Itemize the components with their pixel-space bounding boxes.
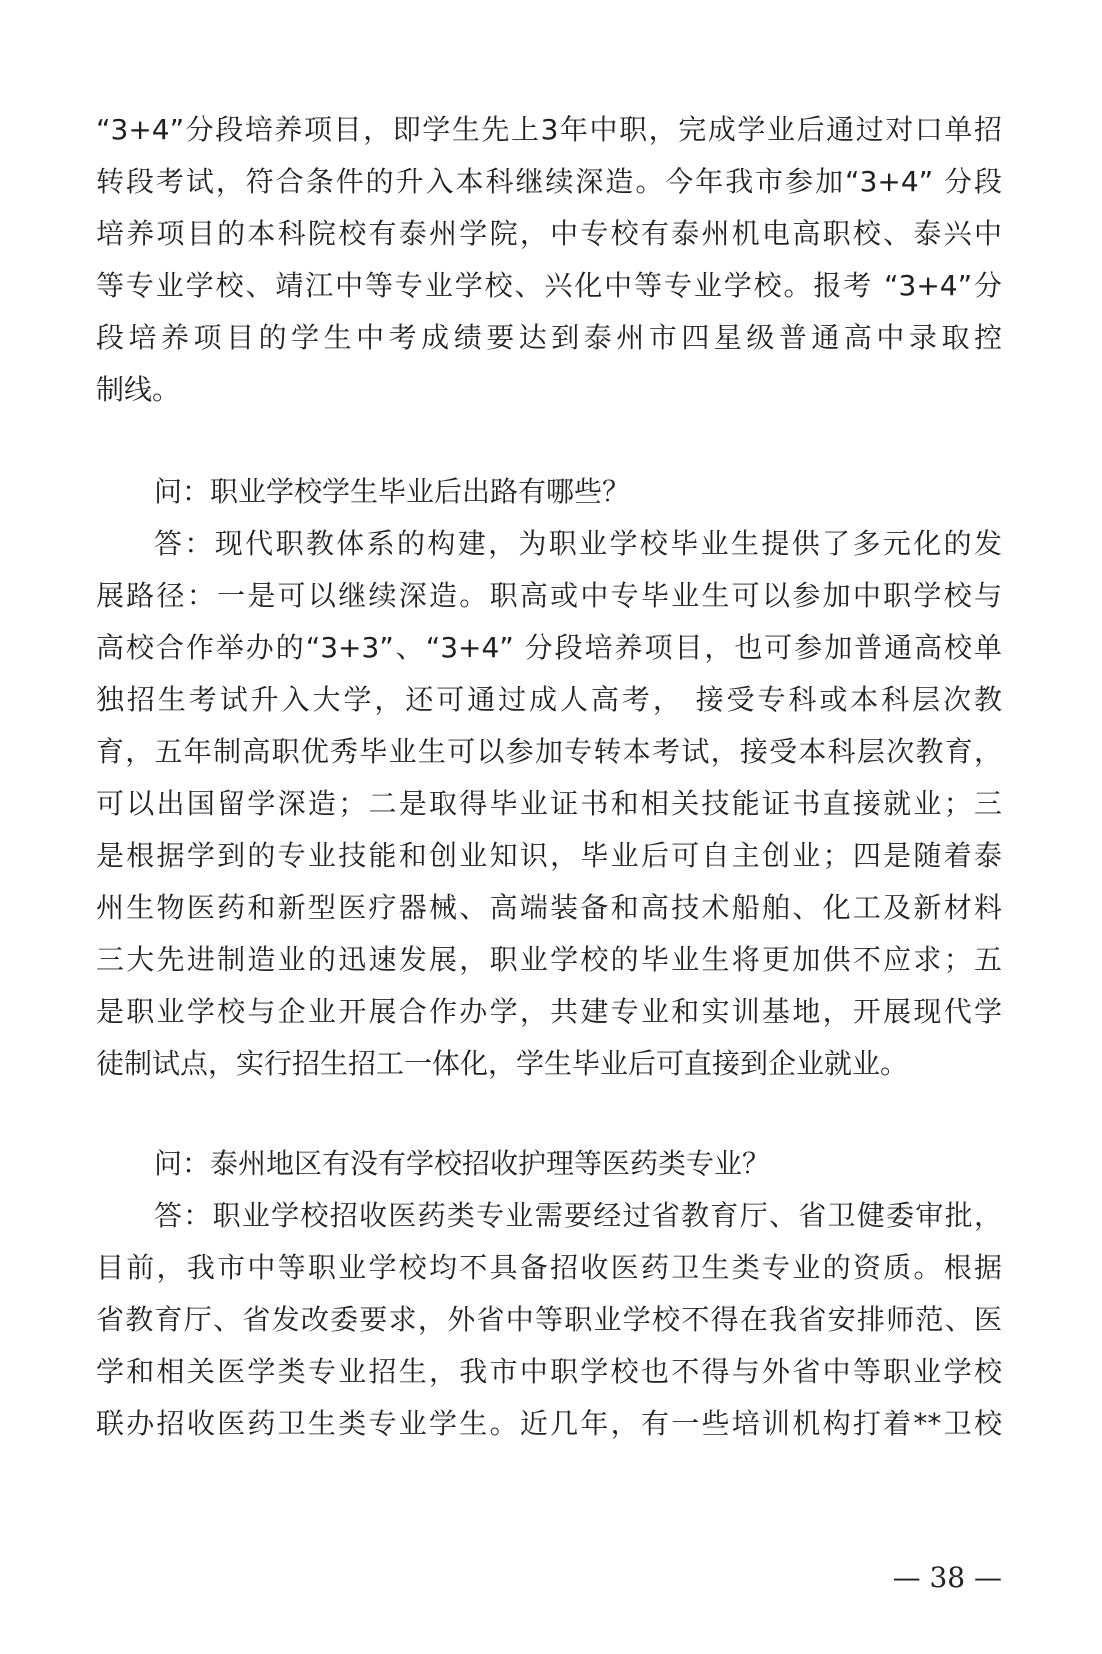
question-heading: 问：职业学校学生毕业后出路有哪些？ (154, 475, 631, 508)
page-number: — 38 — (892, 1561, 1002, 1594)
text-line: 制线。 (96, 373, 181, 406)
answer-line: 育，五年制高职优秀毕业生可以参加专转本考试，接受本科层次教育， (96, 735, 1002, 768)
question-heading: 问：泰州地区有没有学校招收护理等医药类专业？ (154, 1147, 771, 1180)
answer-line: 可以出国留学深造；二是取得毕业证书和相关技能证书直接就业；三 (96, 787, 1002, 820)
paragraph-3plus4-program (96, 104, 1002, 416)
answer-line: 答：现代职教体系的构建，为职业学校毕业生提供了多元化的发 (154, 527, 1002, 560)
answer-line: 独招生考试升入大学，还可通过成人高考， 接受专科或本科层次教 (96, 683, 1002, 716)
answer-line: 是职业学校与企业开展合作办学，共建专业和实训基地，开展现代学 (96, 995, 1002, 1028)
answer-line: 高校合作举办的“3+3”、“3+4” 分段培养项目，也可参加普通高校单 (96, 631, 1002, 664)
answer-line: 是根据学到的专业技能和创业知识，毕业后可自主创业；四是随着泰 (96, 839, 1002, 872)
answer-line: 目前，我市中等职业学校均不具备招收医药卫生类专业的资质。根据 (96, 1251, 1002, 1284)
qa-medical-programs (96, 1138, 1002, 1450)
answer-line: 州生物医药和新型医疗器械、高端装备和高技术船舶、化工及新材料 (96, 891, 1002, 924)
text-line: 段培养项目的学生中考成绩要达到泰州市四星级普通高中录取控 (96, 321, 1002, 354)
answer-line: 展路径：一是可以继续深造。职高或中专毕业生可以参加中职学校与 (96, 579, 1002, 612)
answer-line: 省教育厅、省发改委要求，外省中等职业学校不得在我省安排师范、医 (96, 1303, 1002, 1336)
text-line: 转段考试，符合条件的升入本科继续深造。今年我市参加“3+4” 分段 (96, 165, 1002, 198)
answer-line: 三大先进制造业的迅速发展，职业学校的毕业生将更加供不应求；五 (96, 943, 1002, 976)
text-line: 培养项目的本科院校有泰州学院，中专校有泰州机电高职校、泰兴中 (96, 217, 1002, 250)
text-line: “3+4”分段培养项目，即学生先上3年中职，完成学业后通过对口单招 (96, 113, 1002, 146)
qa-career-paths (96, 466, 1002, 1090)
answer-line: 联办招收医药卫生类专业学生。近几年，有一些培训机构打着**卫校 (96, 1407, 1002, 1440)
text-line: 等专业学校、靖江中等专业学校、兴化中等专业学校。报考 “3+4”分 (96, 269, 1002, 302)
answer-line: 答：职业学校招收医药类专业需要经过省教育厅、省卫健委审批， (154, 1199, 1002, 1232)
answer-line: 徒制试点，实行招生招工一体化，学生毕业后可直接到企业就业。 (96, 1047, 909, 1080)
answer-line: 学和相关医学类专业招生，我市中职学校也不得与外省中等职业学校 (96, 1355, 1002, 1388)
